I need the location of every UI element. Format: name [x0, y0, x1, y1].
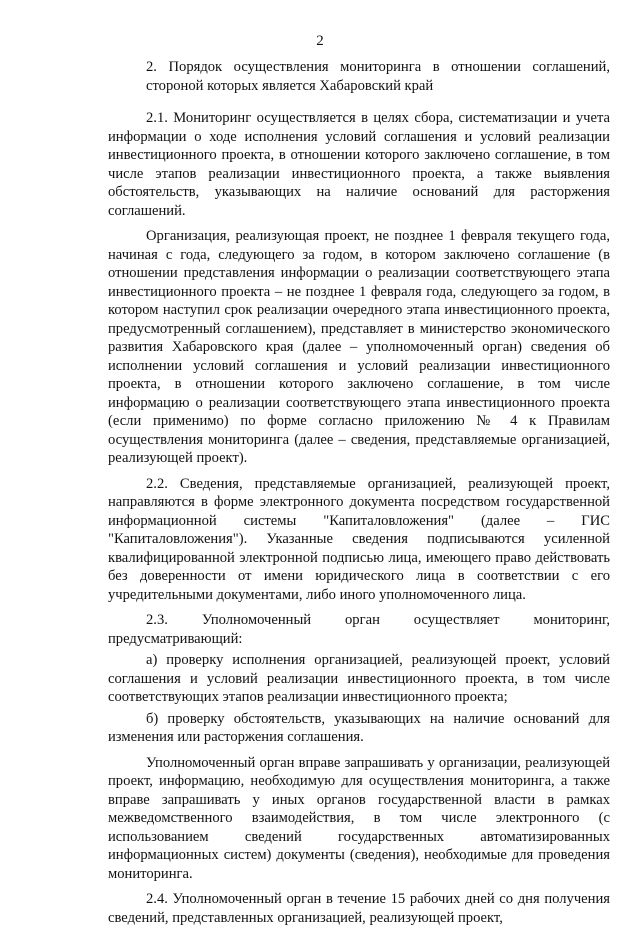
paragraph-2-2: 2.2. Сведения, представляемые организацией, реализующей проект, направляются в форме электронного документа посредством государственной информационной системы "Капиталовложения" (далее – ГИС "Капиталовложения"). Указанные сведения подписываются усиленной квалифицированной электронной подписью лица, имеющего право действовать без доверенности от имени юридического лица в соответствии с его учредительными документами, либо иного уполномоченного лица. — [108, 475, 610, 603]
paragraph-2-1: 2.1. Мониторинг осуществляется в целях сбора, систематизации и учета информации о ходе исполнения условий соглашения и условий реализации инвестиционного проекта, в отношении которого заключено соглашение, в том числе этапов реализации инвестиционного проекта, а также выявления обстоятельств, указывающих на наличие оснований для расторжения соглашений. — [108, 110, 610, 219]
page-number: 2 — [316, 33, 324, 49]
paragraph-authority-rights: Уполномоченный орган вправе запрашивать у организации, реализующей проект, информацию, необходимую для осуществления мониторинга, а также вправе запрашивать у иных органов государственной власти в рамках межведомственного взаимодействия, в том числе электронного (с использованием сведений государственных автоматизированных информационных систем) документы (сведения), необходимые для проведения мониторинга. — [108, 754, 610, 882]
paragraph-2-3: 2.3. Уполномоченный орган осуществляет мониторинг, предусматривающий: — [108, 612, 610, 647]
paragraph-organization-duty: Организация, реализующая проект, не позднее 1 февраля текущего года, начиная с года, следующего за годом, в котором заключено соглашение (в отношении представления информации о реализации соответствующего этапа инвестиционного проекта – не позднее 1 февраля года, следующего за годом, в котором наступил срок реализации очередного этапа инвестиционного проекта, предусмотренный соглашением), представляет в министерство экономического развития Хабаровского края (далее – уполномоченный орган) сведения об исполнении условий соглашения и условий реализации инвестиционного проекта, в отношении которого заключено соглашение, в том числе информацию о реализации соответствующего этапа инвестиционного проекта (если применимо) по форме согласно приложению № 4 к Правилам осуществления мониторинга (далее – сведения, представляемые организацией, реализующей проект). — [108, 228, 610, 466]
list-item-a: а) проверку исполнения организацией, реализующей проект, условий соглашения и условий реализации инвестиционного проекта, в том числе соответствующих этапов реализации инвестиционного проекта; — [108, 652, 610, 705]
list-item-b: б) проверку обстоятельств, указывающих на наличие оснований для изменения или расторжения соглашения. — [108, 710, 610, 745]
paragraph-2-4: 2.4. Уполномоченный орган в течение 15 рабочих дней со дня получения сведений, представленных организацией, реализующей проект, — [108, 891, 610, 926]
document-body — [108, 58, 610, 927]
section-heading: 2. Порядок осуществления мониторинга в отношении соглашений, стороной которых является Хабаровский край — [146, 59, 610, 94]
